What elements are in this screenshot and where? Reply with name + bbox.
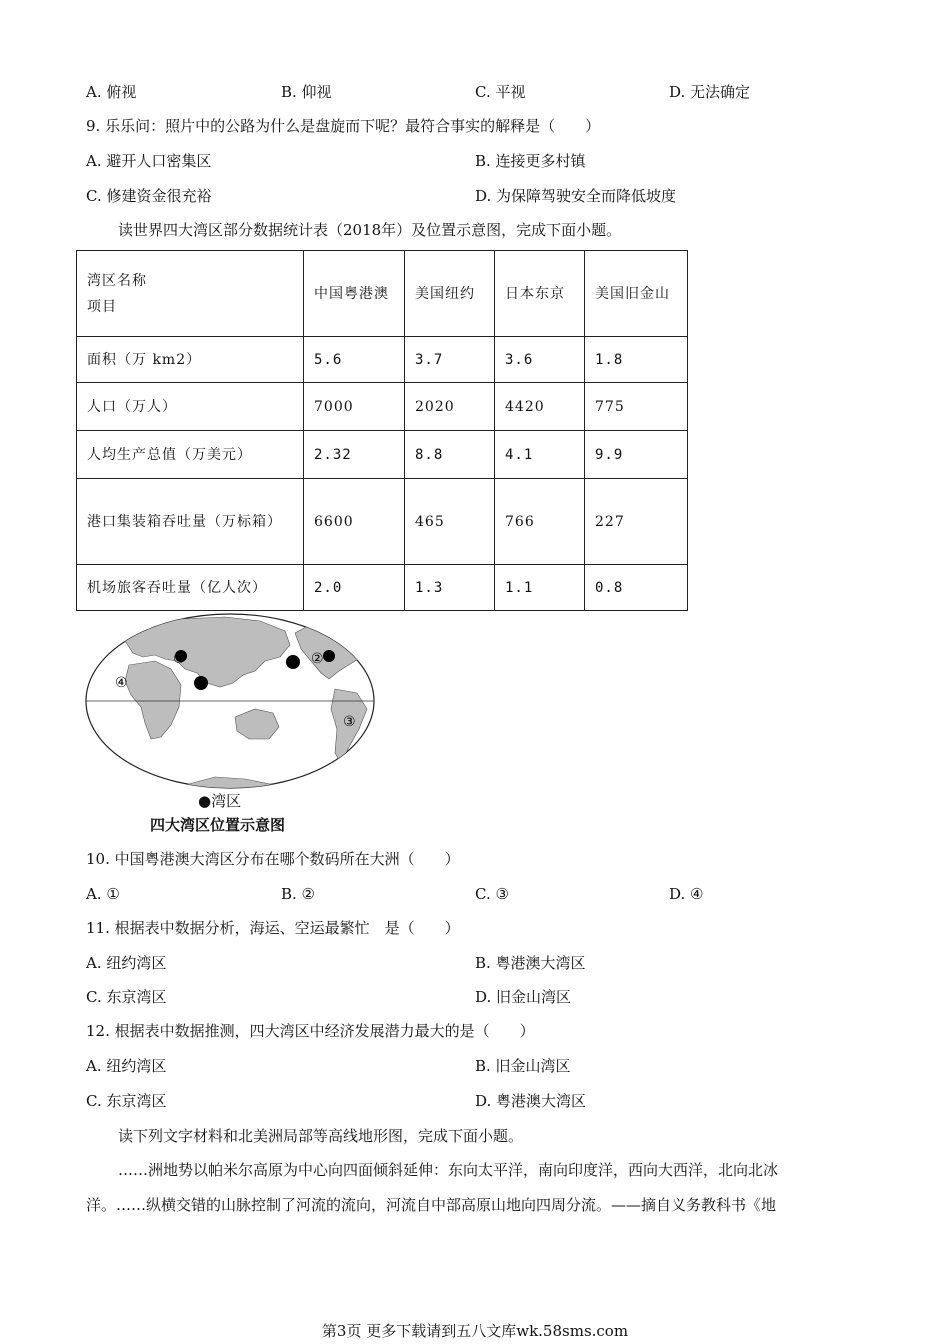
q8-option-d: D. 无法确定 xyxy=(669,83,751,101)
q10-option-d: D. ④ xyxy=(669,885,704,903)
q12-option-a: A. 纽约湾区 xyxy=(86,1057,167,1075)
q10-stem: 10. 中国粤港澳大湾区分布在哪个数码所在大洲（ ） xyxy=(86,850,460,868)
q10-option-b: B. ② xyxy=(281,885,316,903)
table-row xyxy=(77,431,688,479)
table-cell: 766 xyxy=(495,479,585,565)
row-label: 面积（万 km2） xyxy=(77,337,304,383)
q12-option-b: B. 旧金山湾区 xyxy=(475,1057,571,1075)
table-cell: 7000 xyxy=(304,383,405,431)
map-label-2: ② xyxy=(311,651,324,667)
q9-option-d: D. 为保障驾驶安全而降低坡度 xyxy=(475,187,677,205)
bay-area-data-table xyxy=(76,250,688,611)
q9-option-b: B. 连接更多村镇 xyxy=(475,152,586,170)
intro-north-america: 读下列文字材料和北美洲局部等高线地形图，完成下面小题。 xyxy=(118,1127,524,1145)
world-map xyxy=(85,613,375,813)
table-header-row xyxy=(77,251,688,337)
passage-line-1: ……洲地势以帕米尔高原为中心向四面倾斜延伸：东向太平洋，南向印度洋，西向大西洋，北向北冰 xyxy=(118,1161,779,1179)
table-cell: 2020 xyxy=(405,383,495,431)
q11-stem: 11. 根据表中数据分析，海运、空运最繁忙 是（ ） xyxy=(86,919,460,937)
q9-option-a: A. 避开人口密集区 xyxy=(86,152,212,170)
row-label: 港口集装箱吞吐量（万标箱） xyxy=(77,479,304,565)
column-header: 日本东京 xyxy=(495,251,585,337)
table-cell: 227 xyxy=(585,479,688,565)
table-cell: 1.8 xyxy=(585,337,688,383)
table-cell: 6600 xyxy=(304,479,405,565)
q12-stem: 12. 根据表中数据推测，四大湾区中经济发展潜力最大的是（ ） xyxy=(86,1022,535,1040)
q12-option-d: D. 粤港澳大湾区 xyxy=(475,1092,587,1110)
table-cell: 3.7 xyxy=(405,337,495,383)
page-footer: 第3页 更多下载请到五八文库wk.58sms.com xyxy=(321,1322,629,1340)
column-header: 美国旧金山 xyxy=(585,251,688,337)
table-cell: 8.8 xyxy=(405,431,495,479)
table-row xyxy=(77,383,688,431)
q9-option-c: C. 修建资金很充裕 xyxy=(86,187,212,205)
q8-option-a: A. 俯视 xyxy=(86,83,137,101)
table-row xyxy=(77,337,688,383)
map-label-4: ④ xyxy=(115,675,128,691)
table-corner-header xyxy=(77,251,304,337)
column-header: 中国粤港澳 xyxy=(304,251,405,337)
table-cell: 0.8 xyxy=(585,565,688,611)
table-cell: 3.6 xyxy=(495,337,585,383)
bay-dot-tokyo xyxy=(194,676,208,690)
q11-option-a: A. 纽约湾区 xyxy=(86,954,167,972)
intro-bay-areas: 读世界四大湾区部分数据统计表（2018年）及位置示意图，完成下面小题。 xyxy=(118,221,622,239)
table-cell: 1.3 xyxy=(405,565,495,611)
q12-option-c: C. 东京湾区 xyxy=(86,1092,167,1110)
q11-option-c: C. 东京湾区 xyxy=(86,988,167,1006)
table-row xyxy=(77,479,688,565)
row-label: 人口（万人） xyxy=(77,383,304,431)
table-cell: 4420 xyxy=(495,383,585,431)
row-label: 人均生产总值（万美元） xyxy=(77,431,304,479)
map-label-3: ③ xyxy=(343,714,356,730)
table-cell: 9.9 xyxy=(585,431,688,479)
q8-option-b: B. 仰视 xyxy=(281,83,332,101)
bay-dot-newyork xyxy=(323,650,335,662)
table-cell: 4.1 xyxy=(495,431,585,479)
q8-option-c: C. 平视 xyxy=(475,83,526,101)
header-item: 项目 xyxy=(87,298,117,315)
header-bay-name: 湾区名称 xyxy=(87,272,147,289)
table-cell: 1.1 xyxy=(495,565,585,611)
q10-option-c: C. ③ xyxy=(475,885,509,903)
q11-option-d: D. 旧金山湾区 xyxy=(475,988,572,1006)
table-cell: 465 xyxy=(405,479,495,565)
map-caption: 四大湾区位置示意图 xyxy=(150,816,286,834)
passage-line-2: 洋。……纵横交错的山脉控制了河流的流向，河流自中部高原山地向四周分流。——摘自义务教科书《地 xyxy=(86,1196,777,1214)
q11-option-b: B. 粤港澳大湾区 xyxy=(475,954,586,972)
q9-stem: 9. 乐乐问：照片中的公路为什么是盘旋而下呢？最符合事实的解释是（ ） xyxy=(86,117,601,135)
table-cell: 5.6 xyxy=(304,337,405,383)
table-cell: 2.0 xyxy=(304,565,405,611)
row-label: 机场旅客吞吐量（亿人次） xyxy=(77,565,304,611)
table-cell: 2.32 xyxy=(304,431,405,479)
q10-option-a: A. ① xyxy=(86,885,120,903)
column-header: 美国纽约 xyxy=(405,251,495,337)
table-cell: 775 xyxy=(585,383,688,431)
table-row xyxy=(77,565,688,611)
bay-dot-sanfrancisco xyxy=(286,655,300,669)
map-label-1: ① xyxy=(173,651,186,667)
map-legend: ●湾区 xyxy=(198,792,242,810)
